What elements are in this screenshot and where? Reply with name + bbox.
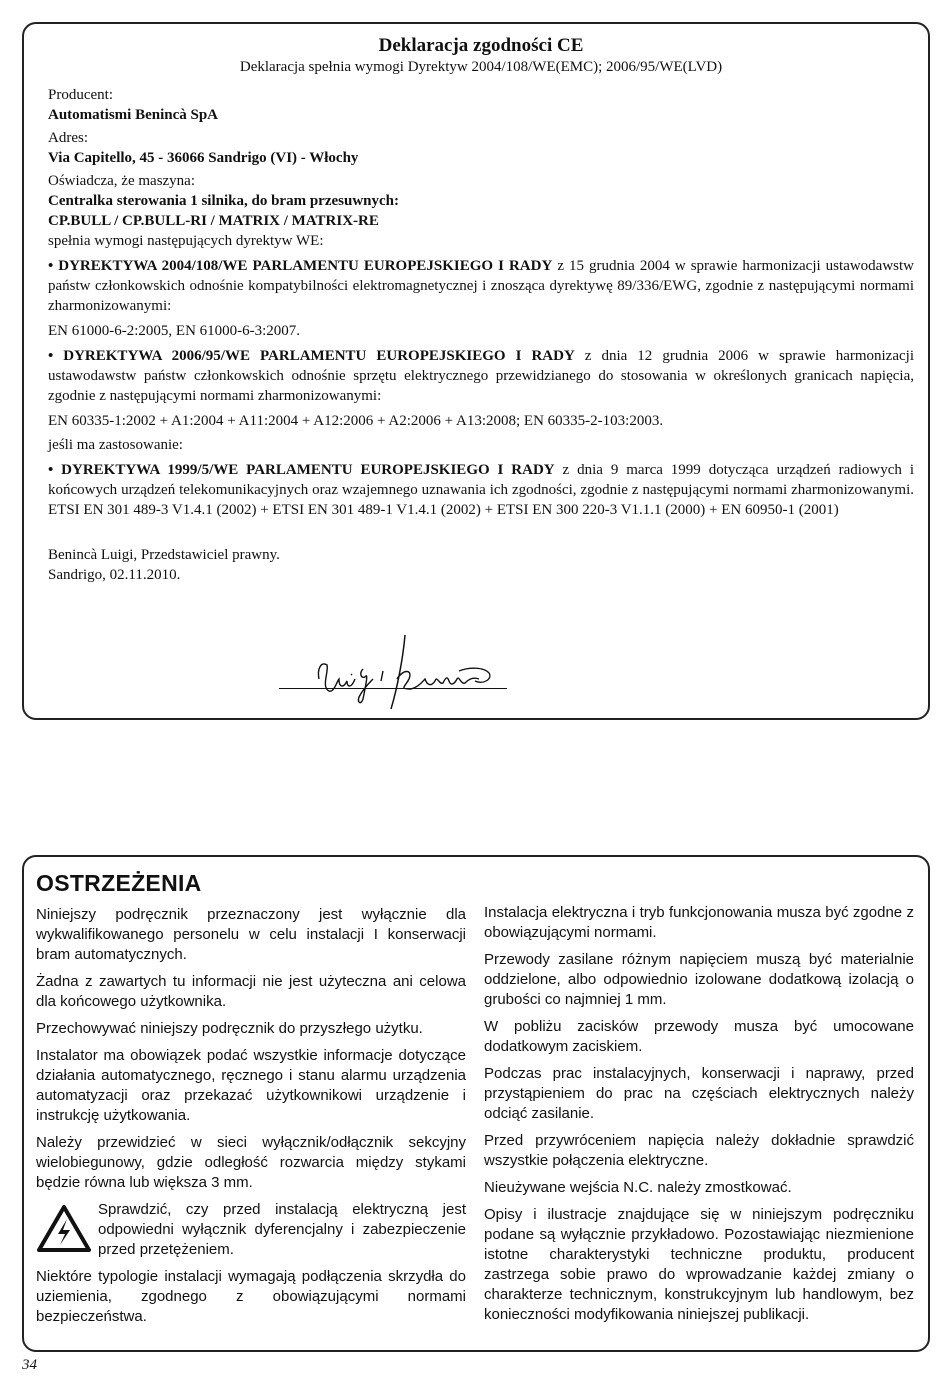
warning-paragraph: Należy przewidzieć w sieci wyłącznik/odłącznik sekcyjny wielobiegunowy, gdzie odległość rozwarcia między stykami będzie równa lub większa 3 mm. xyxy=(36,1134,466,1191)
place-date: Sandrigo, 02.11.2010. xyxy=(48,567,181,583)
meets-label: spełnia wymogi następujących dyrektyw WE: xyxy=(48,233,324,249)
directive-2-title: • DYREKTYWA 2006/95/WE PARLAMENTU EUROPEJSKIEGO I RADY xyxy=(48,348,575,364)
signature-line xyxy=(279,688,507,689)
warning-paragraph: Przechowywać niniejszy podręcznik do przyszłego użytku. xyxy=(36,1020,423,1037)
directive-3-text: z dnia 9 marca 1999 dotycząca urządzeń radiowych i końcowych urządzeń telekomunikacyjnych oraz wzajemnego uznawania ich zgodności, zgodnie z następującymi normami zharmonizowanymi. ETSI EN 301 489-3 V1.4.1 (2002) + ETSI EN 301 489-1 V1.4.1 (2002) + ETSI EN 300 220-3 V1.1.1 (2000) + EN 60950-1 (2001) xyxy=(48,462,914,518)
declaration-subtitle: Deklaracja spełnia wymogi Dyrektyw 2004/108/WE(EMC); 2006/95/WE(LVD) xyxy=(239,59,723,75)
producer-label: Producent: xyxy=(48,87,113,103)
producer-value: Automatismi Benincà SpA xyxy=(48,107,219,123)
machine-value-1: Centralka sterowania 1 silnika, do bram przesuwnych: xyxy=(48,193,399,209)
warning-paragraph: Przed przywróceniem napięcia należy dokładnie sprawdzić wszystkie połączenia elektryczne. xyxy=(484,1132,914,1169)
directive-1 xyxy=(48,256,914,316)
warnings-right-column xyxy=(484,903,914,1332)
electrical-hazard-icon xyxy=(36,1204,92,1254)
directive-1-text: z 15 grudnia 2004 w sprawie harmonizacji ustawodawstw państw członkowskich odnośnie kompatybilności elektromagnetycznej i znosząca dyrektywę 89/336/EWG, zgodnie z następującymi normami zharmonizowanymi: xyxy=(48,258,915,314)
warning-paragraph: Instalacja elektryczna i tryb funkcjonowania musza być zgodne z obowiązującymi normami. xyxy=(484,904,914,941)
declaration-title: Deklaracja zgodności CE xyxy=(378,35,584,56)
warnings-left-column xyxy=(36,905,466,1334)
machine-label: Oświadcza, że maszyna: xyxy=(48,173,196,189)
signer-line: Benincà Luigi, Przedstawiciel prawny. xyxy=(48,547,280,563)
warning-paragraph: Opisy i ilustracje znajdujące się w niniejszym podręczniku podane są wyłącznie przykładowo. Pozostawiając niezmienione istotne charakterystyki techniczne produktu, producent zastrzega sobie prawo do wprowadzanie każdej zmiany o charakterze technicznym, konstrukcyjnym lub handlowym, bez konieczności modyfikowania niniejszej publikacji. xyxy=(484,1206,914,1323)
warning-paragraph: Instalator ma obowiązek podać wszystkie informacje dotyczące działania automatycznego, ręcznego i stanu alarmu urządzenia automatyzacji oraz przekazać użytkownikowi urządzenie i instrukcję użytkowania. xyxy=(36,1047,466,1124)
directive-1-norms: EN 61000-6-2:2005, EN 61000-6-3:2007. xyxy=(48,323,301,339)
directive-3 xyxy=(48,460,914,520)
address-value: Via Capitello, 45 - 36066 Sandrigo (VI) - Włochy xyxy=(48,150,359,166)
warning-paragraph: Niektóre typologie instalacji wymagają podłączenia skrzydła do uziemienia, zgodnego z obowiązującymi normami bezpieczeństwa. xyxy=(36,1268,466,1325)
machine-value-2: CP.BULL / CP.BULL-RI / MATRIX / MATRIX-RE xyxy=(48,213,379,229)
applicable-label: jeśli ma zastosowanie: xyxy=(48,437,183,453)
address-label: Adres: xyxy=(48,130,88,146)
declaration-box xyxy=(22,22,930,720)
warning-paragraph: Żadna z zawartych tu informacji nie jest użyteczna ani celowa dla końcowego użytkownika. xyxy=(36,973,466,1010)
directive-3-title: • DYREKTYWA 1999/5/WE PARLAMENTU EUROPEJSKIEGO I RADY xyxy=(48,462,555,478)
warnings-box xyxy=(22,855,930,1352)
warning-paragraph: Podczas prac instalacyjnych, konserwacji i naprawy, przed przystąpieniem do prac na częściach elektrycznych należy odciąć zasilanie. xyxy=(484,1065,914,1122)
hazard-warning xyxy=(36,1200,466,1260)
page-number: 34 xyxy=(22,1357,37,1373)
directive-1-title: • DYREKTYWA 2004/108/WE PARLAMENTU EUROPEJSKIEGO I RADY xyxy=(48,258,553,274)
signature-image xyxy=(279,609,509,709)
hazard-text: Sprawdzić, czy przed instalacją elektryczną jest odpowiedni wyłącznik dyferencjalny i zabezpieczenie przed przetężeniem. xyxy=(98,1201,466,1258)
warning-paragraph: Przewody zasilane różnym napięciem muszą być materialnie oddzielone, albo odpowiednio izolowane dodatkową izolacją o grubości co najmniej 1 mm. xyxy=(484,951,914,1008)
directive-2 xyxy=(48,346,914,406)
warning-paragraph: Niniejszy podręcznik przeznaczony jest wyłącznie dla wykwalifikowanego personelu w celu instalacji I konserwacji bram automatycznych. xyxy=(36,906,466,963)
warning-paragraph: W pobliżu zacisków przewody musza być umocowane dodatkowym zaciskiem. xyxy=(484,1018,914,1055)
warning-paragraph: Nieużywane wejścia N.C. należy zmostkować. xyxy=(484,1179,792,1196)
declaration-content xyxy=(48,34,914,585)
directive-2-text: z dnia 12 grudnia 2006 w sprawie harmonizacji ustawodawstw państw członkowskich odnośnie sprzętu elektrycznego przewidzianego do stosowania w określonych granicach napięcia, zgodnie z następującymi normami zharmonizowanymi: xyxy=(48,348,914,404)
warnings-title: OSTRZEŻENIA xyxy=(36,870,202,896)
directive-2-norms: EN 60335-1:2002 + A1:2004 + A11:2004 + A12:2006 + A2:2006 + A13:2008; EN 60335-2-103:2003. xyxy=(48,413,664,429)
